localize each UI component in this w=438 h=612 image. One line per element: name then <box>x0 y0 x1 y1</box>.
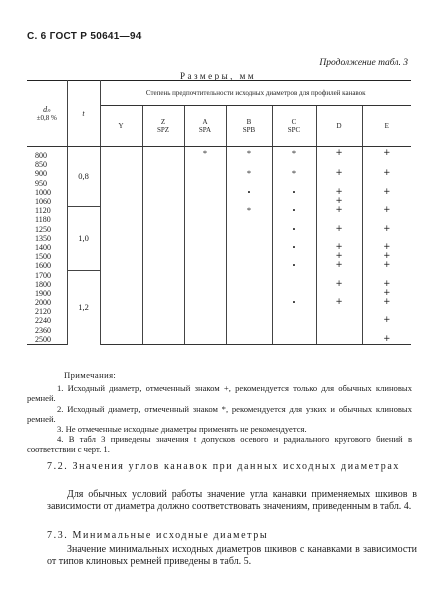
cell-empty <box>142 243 184 252</box>
cell-mark-d: + <box>316 188 362 197</box>
cell-mark-e: + <box>362 289 411 298</box>
cell-mark-e: + <box>362 206 411 215</box>
cell-empty <box>142 326 184 335</box>
cell-empty <box>142 160 184 169</box>
cell-mark-c <box>272 280 316 289</box>
cell-empty <box>100 252 142 261</box>
cell-empty <box>100 179 142 188</box>
cell-mark-d: + <box>316 147 362 161</box>
cell-mark-b <box>226 289 272 298</box>
cell-mark-b: * <box>226 169 272 178</box>
header-profile: A SPA <box>184 106 226 147</box>
cell-mark-e: + <box>362 243 411 252</box>
cell-mark-a <box>184 206 226 215</box>
cell-diameter: 2240 <box>27 316 67 325</box>
note-item: 1. Исходный диаметр, отмеченный знаком +, рекомендуется только для обычных клиновых ремней. <box>27 383 412 404</box>
cell-diameter: 1000 <box>27 188 67 197</box>
cell-empty <box>100 289 142 298</box>
header-profile: B SPB <box>226 106 272 147</box>
cell-mark-a <box>184 188 226 197</box>
header-preference-group: Степень предпочтительности исходных диаметров для профилей канавок <box>100 81 411 106</box>
cell-mark-a <box>184 289 226 298</box>
cell-mark-d <box>316 326 362 335</box>
cell-mark-d: + <box>316 261 362 270</box>
cell-mark-b <box>226 316 272 325</box>
section-7-3-heading: 7.3. Минимальные исходные диаметры <box>47 530 269 541</box>
cell-mark-e: + <box>362 147 411 161</box>
cell-mark-a <box>184 243 226 252</box>
cell-mark-c: * <box>272 147 316 161</box>
cell-diameter: 1600 <box>27 261 67 270</box>
cell-mark-a <box>184 197 226 206</box>
cell-diameter: 1060 <box>27 197 67 206</box>
note-item: 4. В табл 3 приведены значения t допусков осевого и радиального кругового биений в соответствии с черт. 1. <box>27 434 412 455</box>
cell-mark-d <box>316 316 362 325</box>
header-tolerance: t <box>67 81 100 147</box>
cell-empty <box>142 335 184 345</box>
cell-mark-e: + <box>362 188 411 197</box>
diameter-table <box>27 80 411 345</box>
cell-mark-b <box>226 225 272 234</box>
cell-empty <box>142 280 184 289</box>
header-diameter: dₙ ±0,8 % <box>27 81 67 147</box>
cell-mark-b <box>226 252 272 261</box>
cell-empty <box>100 215 142 224</box>
table-row <box>27 206 411 215</box>
header-profile: C SPC <box>272 106 316 147</box>
cell-empty <box>142 215 184 224</box>
cell-empty <box>142 307 184 316</box>
header-profile: Z SPZ <box>142 106 184 147</box>
cell-empty <box>100 234 142 243</box>
cell-mark-a <box>184 280 226 289</box>
cell-empty <box>100 298 142 307</box>
cell-diameter: 1120 <box>27 206 67 215</box>
cell-empty <box>100 261 142 270</box>
cell-empty <box>142 316 184 325</box>
cell-empty <box>100 280 142 289</box>
cell-mark-c <box>272 316 316 325</box>
cell-mark-b <box>226 326 272 335</box>
cell-empty <box>142 147 184 161</box>
cell-mark-a <box>184 215 226 224</box>
cell-diameter: 900 <box>27 169 67 178</box>
cell-mark-e: + <box>362 298 411 307</box>
cell-mark-b <box>226 280 272 289</box>
cell-mark-e: + <box>362 316 411 325</box>
cell-mark-c <box>272 270 316 279</box>
cell-mark-e: + <box>362 280 411 289</box>
cell-mark-b <box>226 261 272 270</box>
cell-mark-c <box>272 307 316 316</box>
page-header: С. 6 ГОСТ Р 50641—94 <box>27 31 142 42</box>
cell-diameter: 1700 <box>27 270 67 279</box>
cell-mark-a <box>184 160 226 169</box>
cell-diameter: 1800 <box>27 280 67 289</box>
cell-diameter: 2500 <box>27 335 67 345</box>
cell-mark-a <box>184 270 226 279</box>
table-continuation-label: Продолжение табл. 3 <box>319 58 408 68</box>
cell-empty <box>142 169 184 178</box>
header-profile: E <box>362 106 411 147</box>
cell-empty <box>142 234 184 243</box>
cell-empty <box>142 298 184 307</box>
cell-mark-a <box>184 169 226 178</box>
cell-mark-a <box>184 252 226 261</box>
cell-mark-d: + <box>316 298 362 307</box>
cell-empty <box>142 197 184 206</box>
cell-empty <box>142 179 184 188</box>
cell-mark-b <box>226 307 272 316</box>
cell-empty <box>100 188 142 197</box>
cell-empty <box>100 160 142 169</box>
cell-mark-b <box>226 270 272 279</box>
cell-diameter: 950 <box>27 179 67 188</box>
cell-mark-c <box>272 326 316 335</box>
cell-empty <box>100 206 142 215</box>
cell-mark-d: + <box>316 280 362 289</box>
cell-diameter: 1250 <box>27 225 67 234</box>
cell-empty <box>100 243 142 252</box>
notes-title: Примечания: <box>64 370 117 380</box>
cell-diameter: 1350 <box>27 234 67 243</box>
cell-mark-b: * <box>226 206 272 215</box>
cell-mark-b <box>226 243 272 252</box>
cell-empty <box>100 225 142 234</box>
cell-empty <box>142 261 184 270</box>
cell-diameter: 2360 <box>27 326 67 335</box>
section-7-2-heading: 7.2. Значения углов канавок при данных исходных диаметрах <box>47 461 400 472</box>
cell-mark-e: + <box>362 335 411 345</box>
cell-empty <box>142 289 184 298</box>
cell-mark-d: + <box>316 197 362 206</box>
cell-mark-b <box>226 234 272 243</box>
cell-empty <box>100 326 142 335</box>
cell-mark-b <box>226 298 272 307</box>
cell-mark-b: * <box>226 147 272 161</box>
cell-diameter: 2000 <box>27 298 67 307</box>
notes-block <box>27 370 412 455</box>
cell-empty <box>142 252 184 261</box>
section-7-2-text: Для обычных условий работы значение угла канавки применяемых шкивов в зависимости от диаметра должно соответствовать значениям, приведенным в табл. 4. <box>47 489 417 513</box>
cell-mark-a <box>184 179 226 188</box>
cell-mark-e: + <box>362 169 411 178</box>
note-item: 3. Не отмеченные исходные диаметры применять не рекомендуется. <box>57 424 307 435</box>
cell-diameter: 1180 <box>27 215 67 224</box>
cell-mark-b: • <box>226 188 272 197</box>
cell-mark-d <box>316 335 362 345</box>
cell-mark-b <box>226 335 272 345</box>
cell-tolerance: 0,8 <box>67 147 100 207</box>
cell-mark-c: * <box>272 169 316 178</box>
cell-empty <box>100 169 142 178</box>
cell-mark-b <box>226 215 272 224</box>
section-7-3-text: Значение минимальных исходных диаметров шкивов с канавками в зависимости от типов клиновых ремней приведены в табл. 5. <box>47 544 417 568</box>
cell-tolerance: 1,0 <box>67 206 100 270</box>
cell-diameter: 800 <box>27 147 67 161</box>
cell-mark-d: + <box>316 225 362 234</box>
cell-mark-c: • <box>272 188 316 197</box>
header-profile: D <box>316 106 362 147</box>
cell-mark-a <box>184 326 226 335</box>
cell-mark-c <box>272 335 316 345</box>
cell-mark-c: • <box>272 261 316 270</box>
cell-mark-c: • <box>272 243 316 252</box>
cell-mark-c: • <box>272 225 316 234</box>
cell-mark-c: • <box>272 206 316 215</box>
cell-mark-d: + <box>316 169 362 178</box>
cell-diameter: 850 <box>27 160 67 169</box>
cell-empty <box>142 270 184 279</box>
cell-empty <box>100 197 142 206</box>
cell-diameter: 1900 <box>27 289 67 298</box>
cell-mark-d: + <box>316 206 362 215</box>
cell-empty <box>100 307 142 316</box>
cell-mark-d: + <box>316 252 362 261</box>
table-row <box>27 270 411 279</box>
cell-empty <box>100 147 142 161</box>
cell-mark-e: + <box>362 225 411 234</box>
cell-empty <box>142 225 184 234</box>
cell-mark-a <box>184 316 226 325</box>
cell-mark-a <box>184 234 226 243</box>
cell-diameter: 1500 <box>27 252 67 261</box>
cell-empty <box>142 188 184 197</box>
cell-tolerance: 1,2 <box>67 270 100 344</box>
cell-mark-a <box>184 335 226 345</box>
cell-diameter: 1400 <box>27 243 67 252</box>
cell-empty <box>100 316 142 325</box>
table-row <box>27 147 411 161</box>
cell-mark-a <box>184 298 226 307</box>
note-item: 2. Исходный диаметр, отмеченный знаком *, рекомендуется для узких и обычных клиновых ремней. <box>27 403 412 424</box>
units-label: Размеры, мм <box>180 71 257 81</box>
cell-mark-a <box>184 261 226 270</box>
cell-mark-d: + <box>316 243 362 252</box>
cell-empty <box>100 270 142 279</box>
cell-mark-a <box>184 225 226 234</box>
cell-mark-a: * <box>184 147 226 161</box>
cell-mark-a <box>184 307 226 316</box>
cell-empty <box>100 335 142 345</box>
cell-mark-d <box>316 307 362 316</box>
cell-diameter: 2120 <box>27 307 67 316</box>
cell-mark-e: + <box>362 252 411 261</box>
cell-mark-c: • <box>272 298 316 307</box>
cell-mark-e: + <box>362 261 411 270</box>
cell-empty <box>142 206 184 215</box>
header-profile: Y <box>100 106 142 147</box>
